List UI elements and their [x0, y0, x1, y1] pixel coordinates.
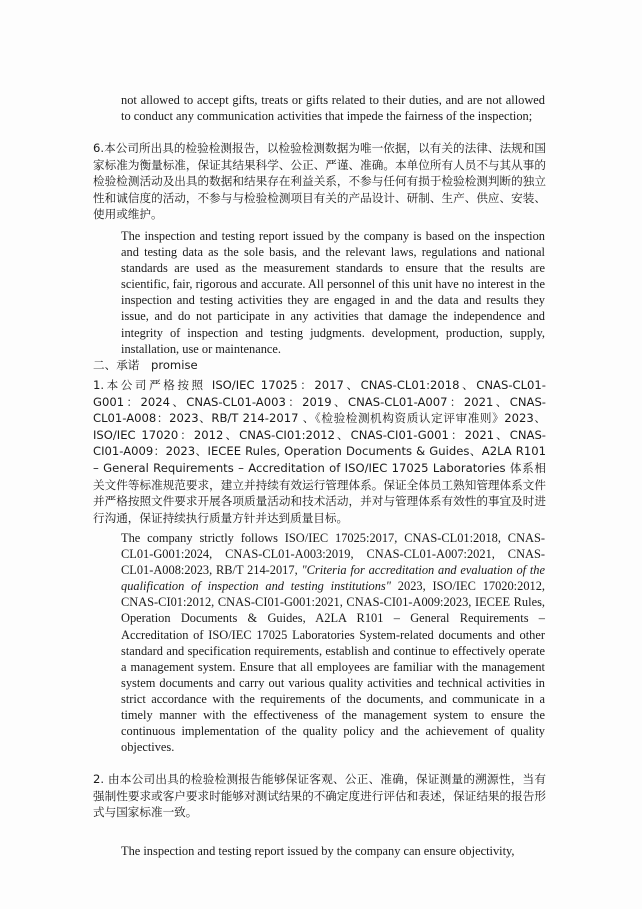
paragraph-report-basis-zh: 6.本公司所出具的检验检测报告，以检验检测数据为唯一依据，以有关的法律、法规和国家标准为衡量标准，保证其结果科学、公正、严谨、准确。本单位所有人员不与其从事的检验检测活动及出具的数据和结果存在利益关系，不参与任何有损于检验检测判断的独立性和诚信度的活动，不参与与检验检测项目有关的产品设计、研制、生产、供应、安装、使用或维护。 [93, 141, 546, 222]
standards-text-a: The company strictly follows ISO/IEC 17025:2017, CNAS-CL01:2018, CNAS-CL01-G001:2024, CNAS-CL01-A003:2019, CNAS-CL01-A007:2021, CNAS-CL01-A008:2023, RB/T 214-2017, [121, 531, 545, 578]
standards-text-c: 2023, ISO/IEC 17020:2012, CNAS-CI01:2012, CNAS-CI01-G001:2021, CNAS-CI01-A009:2023, IECEE Rules, Operation Documents & Guides, A2LA R101 – General Requirements – Accreditation of ISO/IEC 17025 Laboratories System-related documents and other standard and specification requirements, establish and continue to effectively operate a management system. Ensure that all employees are familiar with the management system documents and carry out various quality activities and technical activities in strict accordance with the requirements of the documents, and communicate in a timely manner with the effectiveness of the management system to ensure the continuous implementation of the quality policy and the achievement of quality objectives. [121, 579, 546, 755]
paragraph-standards-zh: 1.本公司严格按照 ISO/IEC 17025：2017、CNAS-CL01:2018、CNAS-CL01-G001：2024、CNAS-CL01-A003：2019、CNAS-CL01-A007：2021、CNAS-CL01-A008：2023、RB/T 214-2017 、《检验检测机构资质认定评审准则》2023、ISO/IEC 17020：2012、CNAS-CI01:2012、CNAS-CI01-G001：2021、CNAS-CI01-A009：2023、IECEE Rules, Operation Documents & Guides、A2LA R101 – General Requirements – Accreditation of ISO/IEC 17025 Laboratories 体系相关文件等标准规范要求，建立并持续有效运行管理体系。保证全体员工熟知管理体系文件并严格按照文件要求开展各项质量活动和技术活动，并对与管理体系有效性的事宜及时进行沟通，保证持续执行质量方针并达到质量目标。 [93, 378, 546, 525]
criteria-title-italic: "Criteria for accreditation and evaluation of the qualification of inspection and testing institutions" [121, 563, 545, 594]
paragraph-gifts-rule-en: not allowed to accept gifts, treats or gifts related to their duties, and are not allowed to conduct any communication activities that impede the fairness of the inspection; [121, 93, 545, 124]
paragraph-report-basis-en: The inspection and testing report issued by the company is based on the inspection and testing data as the sole basis, and the relevant laws, regulations and national standards are used as the measurement standards to ensure that the results are scientific, fair, rigorous and accurate. All personnel of this unit have no interest in the inspection and testing activities they are engaged in and the data and results they issue, and do not participate in any activities that damage the independence and integrity of inspection and testing judgments. development, production, supply, installation, use or maintenance. [121, 229, 545, 356]
section-heading-promise: 二、承诺 promise [93, 358, 198, 372]
paragraph-report-objectivity-zh: 2. 由本公司出具的检验检测报告能够保证客观、公正、准确，保证测量的溯源性，当有强制性要求或客户要求时能够对测试结果的不确定度进行评估和表述，保证结果的报告形式与国家标准一致。 [93, 772, 546, 820]
paragraph-report-objectivity-en: The inspection and testing report issued by the company can ensure objectivity, [121, 844, 515, 858]
paragraph-standards-en [121, 530, 545, 755]
